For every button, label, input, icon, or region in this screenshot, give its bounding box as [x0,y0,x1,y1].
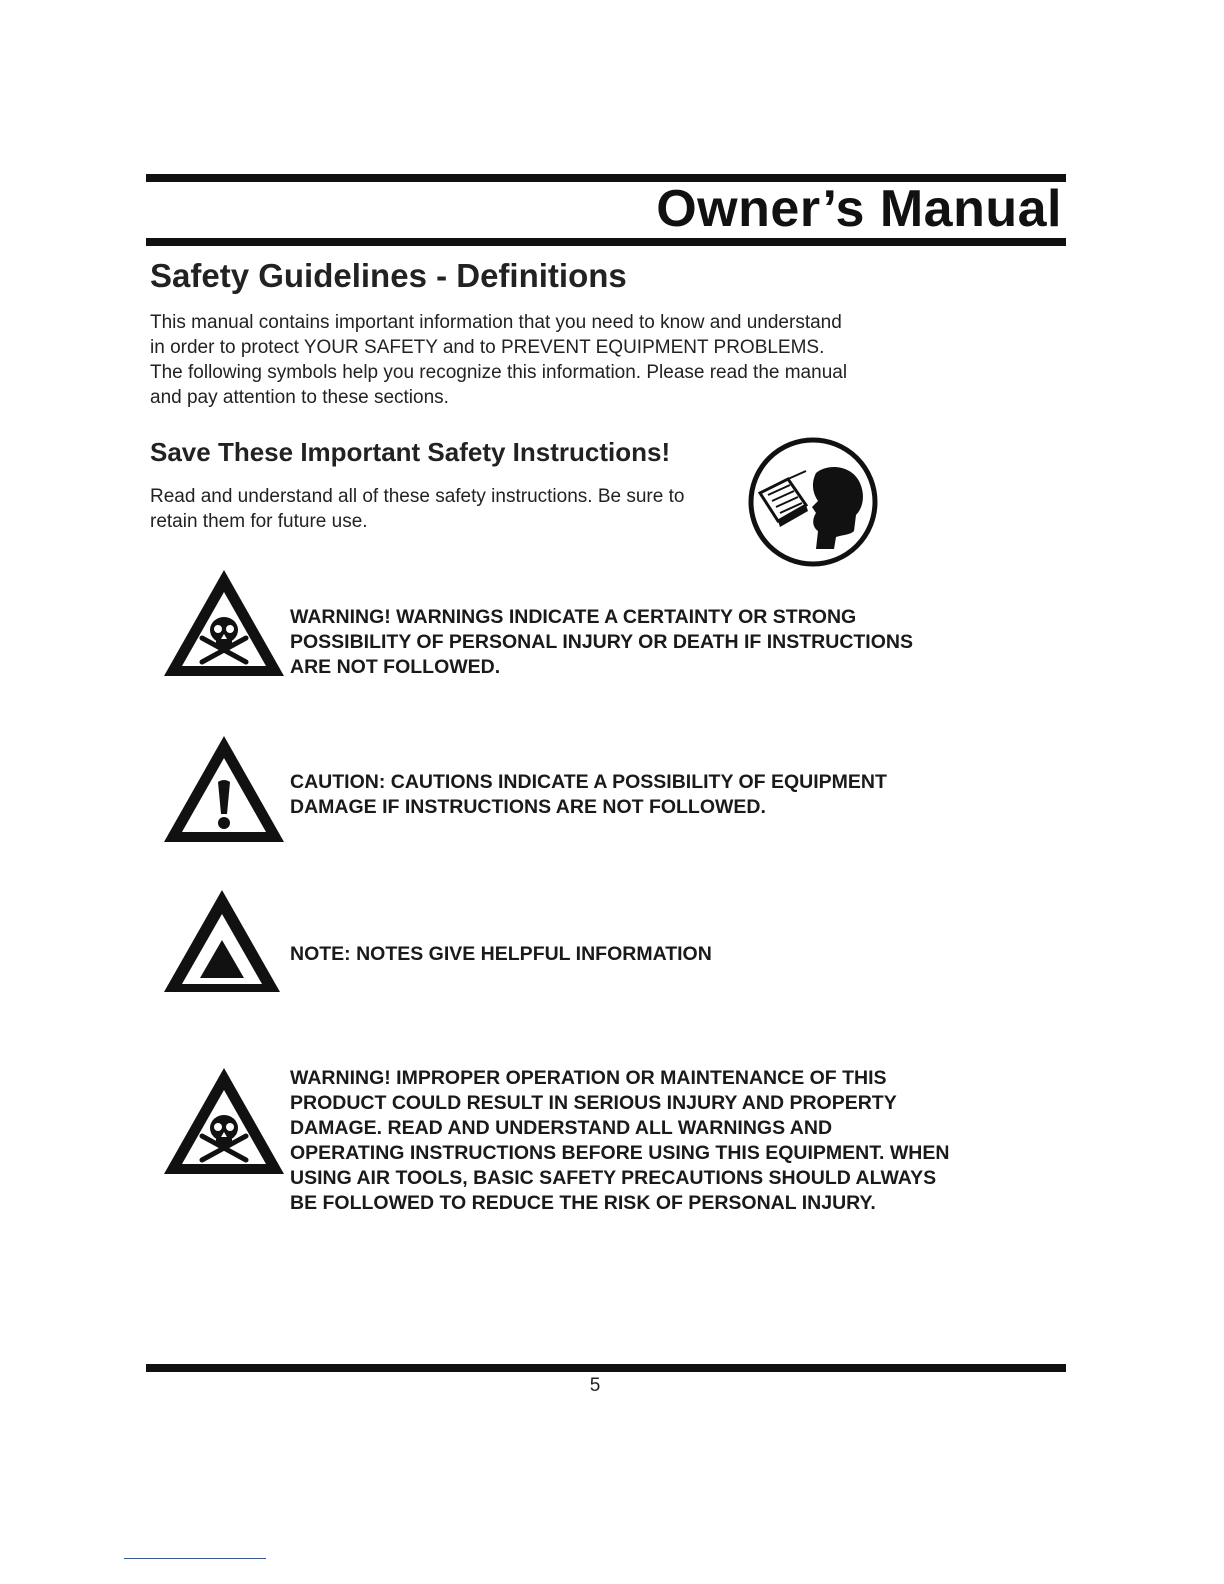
skull-crossbones-warning-icon [162,568,286,678]
exclamation-caution-icon [162,734,286,844]
note-notice [162,888,942,998]
header-bottom-rule [146,238,1066,246]
skull-crossbones-warning-icon [162,1066,286,1176]
page-number: 5 [589,1375,601,1396]
warning-notice-text: WARNING! WARNINGS INDICATE A CERTAINTY OR STRONG POSSIBILITY OF PERSONAL INJURY OR DEATH IF INSTRUCTIONS ARE NOT FOLLOWED. [290,606,913,678]
read-manual-icon [746,435,880,569]
section-title: Safety Guidelines - Definitions [150,257,627,294]
warning-notice [162,1066,950,1246]
manual-title: Owner’s Manual [656,180,1062,238]
caution-notice-text: CAUTION: CAUTIONS INDICATE A POSSIBILITY OF EQUIPMENT DAMAGE IF INSTRUCTIONS ARE NOT FOLLOWED. [290,771,887,818]
triangle-note-icon [162,888,282,994]
intro-paragraph: This manual contains important information that you need to know and understand in order to protect YOUR SAFETY and to PREVENT EQUIPMENT PROBLEMS. The following symbols help you recognize this information. Please read the manual and pay attention to these sections. [150,312,848,408]
warning-notice [162,568,942,688]
save-instructions-text: Read and understand all of these safety instructions. Be sure to retain them for future use. [150,486,685,532]
note-notice-text: NOTE: NOTES GIVE HELPFUL INFORMATION [290,943,712,965]
caution-notice [162,734,942,854]
footer-link-underline [124,1558,266,1559]
warning-notice-text: WARNING! IMPROPER OPERATION OR MAINTENANCE OF THIS PRODUCT COULD RESULT IN SERIOUS INJURY AND PROPERTY DAMAGE. READ AND UNDERSTAND ALL WARNINGS AND OPERATING INSTRUCTIONS BEFORE USING THIS EQUIPMENT. WHEN USING AIR TOOLS, BASIC SAFETY PRECAUTIONS SHOULD ALWAYS BE FOLLOWED TO REDUCE THE RISK OF PERSONAL INJURY. [290,1067,950,1214]
footer-rule [146,1364,1066,1372]
subsection-title: Save These Important Safety Instructions! [150,437,671,467]
